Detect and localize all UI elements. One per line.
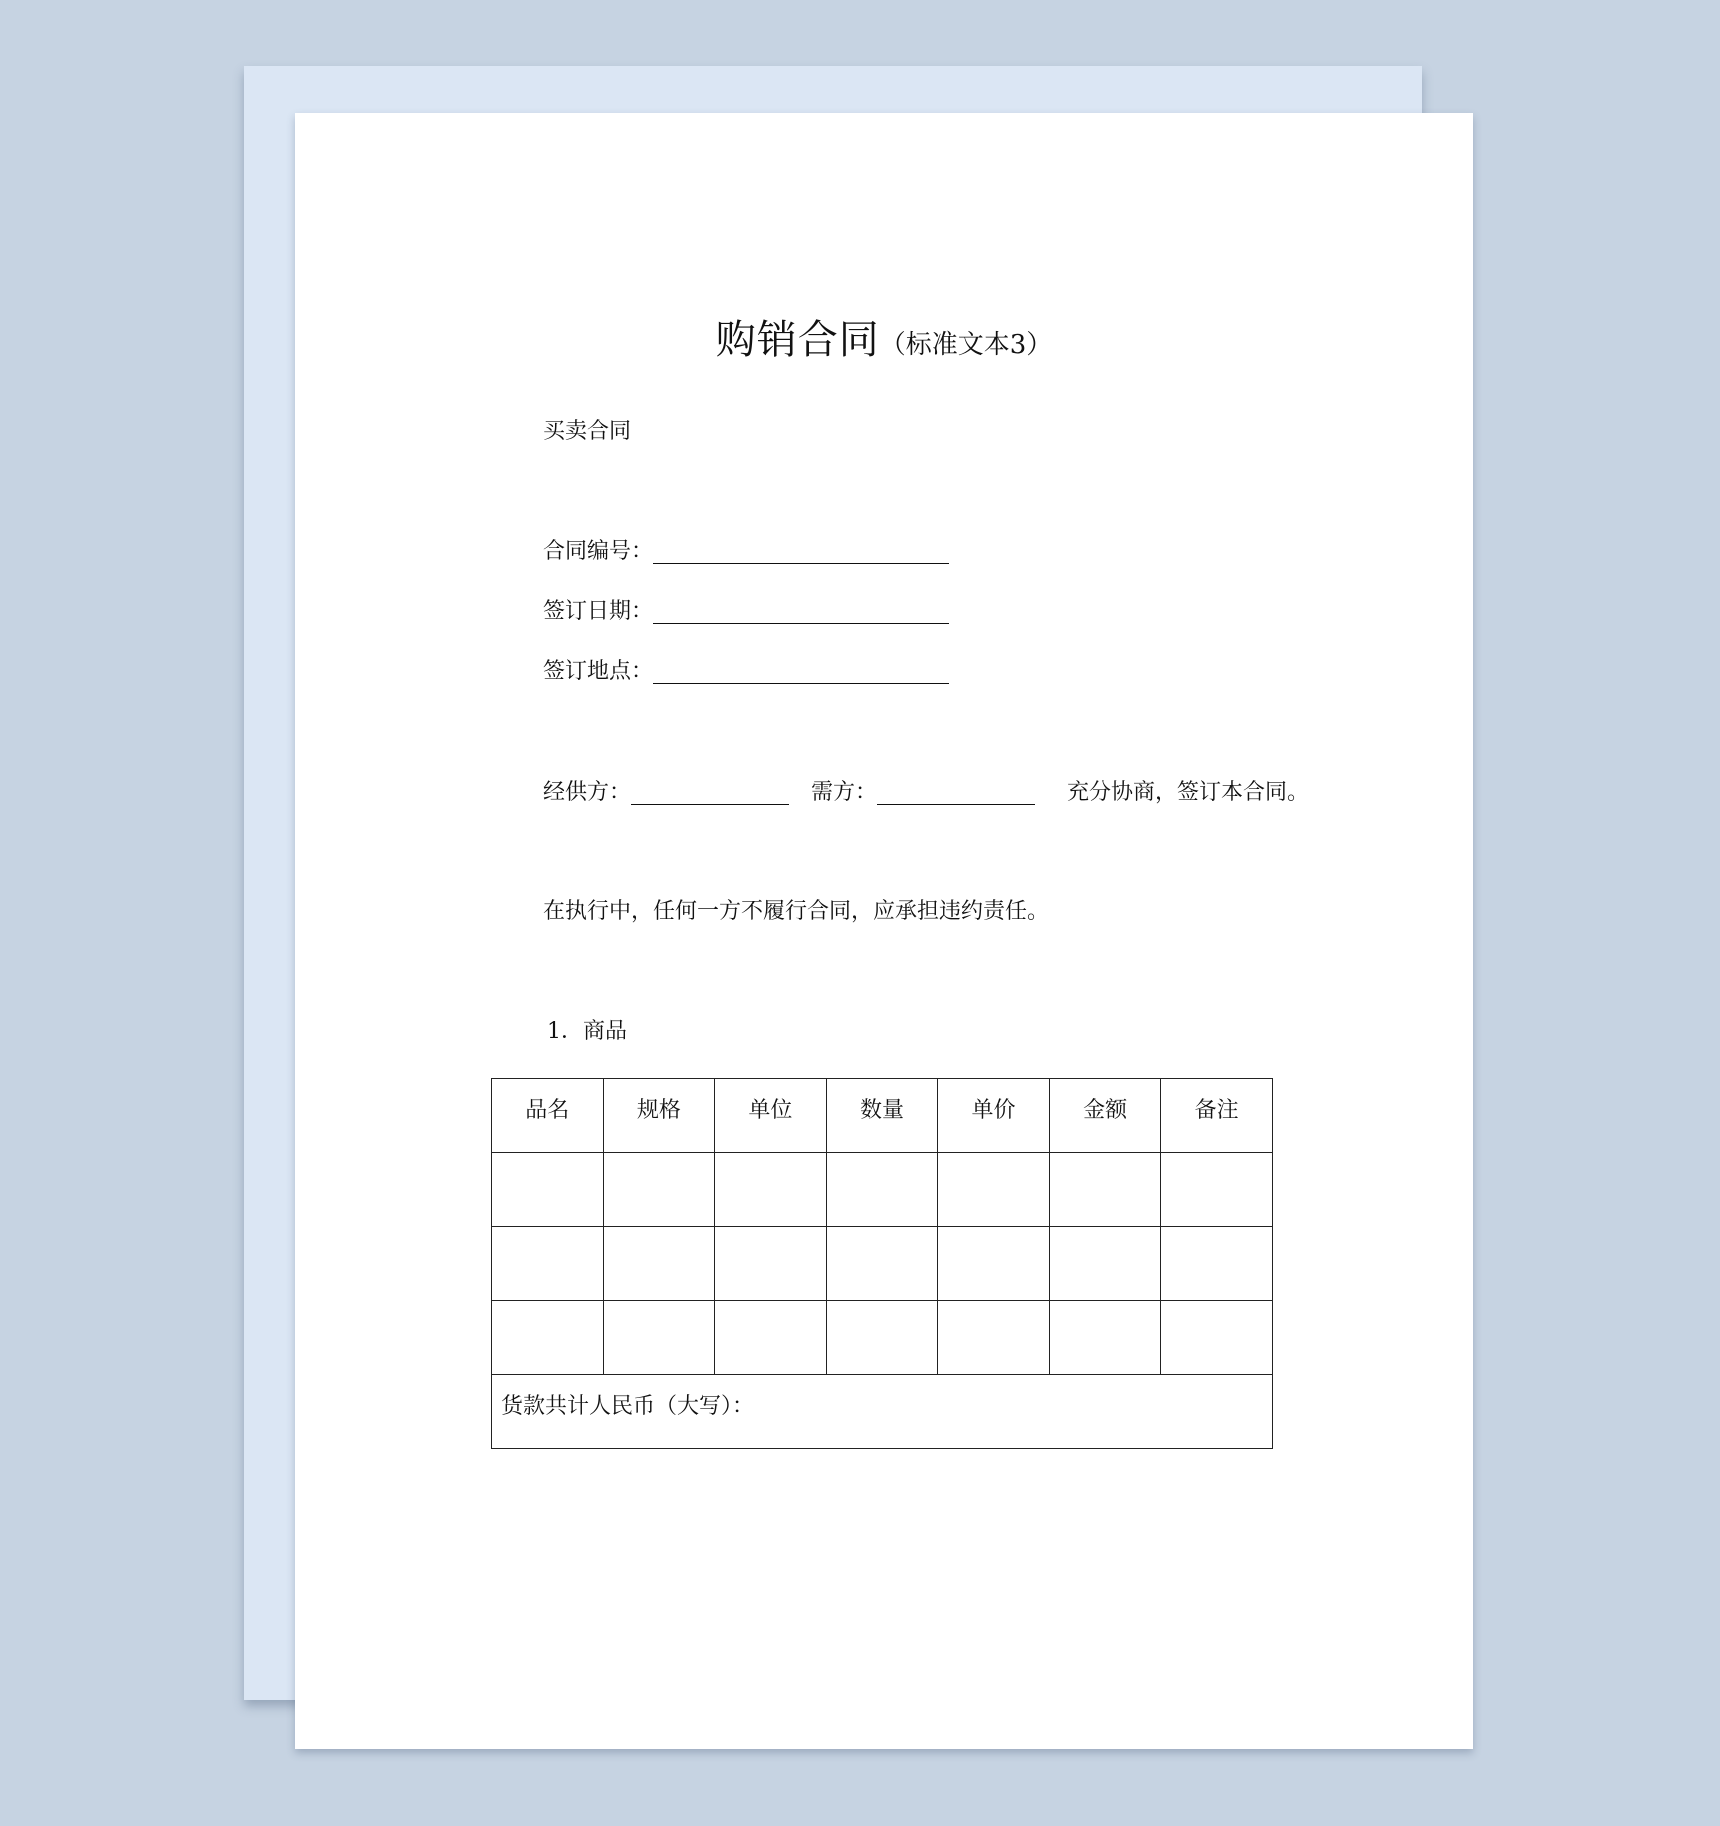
buyer-label: 需方： bbox=[811, 780, 878, 805]
table-total-row bbox=[492, 1375, 1273, 1449]
table-cell[interactable] bbox=[492, 1153, 604, 1227]
header-quantity: 数量 bbox=[826, 1079, 938, 1153]
document-page bbox=[295, 113, 1473, 1749]
table-cell[interactable] bbox=[1161, 1153, 1273, 1227]
field-label: 签订日期： bbox=[543, 599, 654, 624]
supplier-blank[interactable] bbox=[631, 782, 789, 805]
document-title-row bbox=[295, 308, 1473, 365]
table-cell[interactable] bbox=[715, 1227, 827, 1301]
table-cell[interactable] bbox=[603, 1153, 715, 1227]
table-cell[interactable] bbox=[1161, 1227, 1273, 1301]
table-cell[interactable] bbox=[603, 1301, 715, 1375]
header-remarks: 备注 bbox=[1161, 1079, 1273, 1153]
field-sign-place bbox=[543, 657, 949, 687]
table-row bbox=[492, 1227, 1273, 1301]
header-spec: 规格 bbox=[603, 1079, 715, 1153]
liability-clause: 在执行中，任何一方不履行合同，应承担违约责任。 bbox=[543, 899, 1050, 924]
header-product-name: 品名 bbox=[492, 1079, 604, 1153]
parties-suffix: 充分协商，签订本合同。 bbox=[1067, 780, 1310, 805]
total-amount-cell[interactable]: 货款共计人民币（大写）： bbox=[492, 1375, 1273, 1449]
header-unit-price: 单价 bbox=[938, 1079, 1050, 1153]
table-cell[interactable] bbox=[826, 1227, 938, 1301]
parties-line bbox=[543, 778, 1309, 808]
table-cell[interactable] bbox=[1049, 1153, 1161, 1227]
table-cell[interactable] bbox=[492, 1301, 604, 1375]
header-amount: 金额 bbox=[1049, 1079, 1161, 1153]
document-heading: 买卖合同 bbox=[543, 419, 632, 444]
table-cell[interactable] bbox=[715, 1301, 827, 1375]
sign-date-blank[interactable] bbox=[653, 601, 949, 624]
section-title-goods: 1．商品 bbox=[547, 1019, 627, 1044]
field-sign-date bbox=[543, 597, 949, 627]
supplier-label: 经供方： bbox=[543, 780, 632, 805]
buyer-blank[interactable] bbox=[877, 782, 1035, 805]
document-title: 购销合同 bbox=[715, 317, 880, 363]
table-row bbox=[492, 1301, 1273, 1375]
table-cell[interactable] bbox=[826, 1153, 938, 1227]
table-header-row bbox=[492, 1079, 1273, 1153]
field-label: 合同编号： bbox=[543, 539, 654, 564]
table-cell[interactable] bbox=[1049, 1301, 1161, 1375]
table-cell[interactable] bbox=[603, 1227, 715, 1301]
table-cell[interactable] bbox=[826, 1301, 938, 1375]
table-cell[interactable] bbox=[492, 1227, 604, 1301]
table-cell[interactable] bbox=[715, 1153, 827, 1227]
document-subtitle: （标准文本3） bbox=[879, 330, 1053, 360]
field-label: 签订地点： bbox=[543, 659, 654, 684]
table-cell[interactable] bbox=[938, 1301, 1050, 1375]
table-cell[interactable] bbox=[938, 1153, 1050, 1227]
table-cell[interactable] bbox=[938, 1227, 1050, 1301]
table-cell[interactable] bbox=[1049, 1227, 1161, 1301]
table-cell[interactable] bbox=[1161, 1301, 1273, 1375]
sign-place-blank[interactable] bbox=[653, 661, 949, 684]
goods-table bbox=[491, 1078, 1273, 1449]
table-row bbox=[492, 1153, 1273, 1227]
contract-number-blank[interactable] bbox=[653, 541, 949, 564]
field-contract-number bbox=[543, 537, 949, 567]
header-unit: 单位 bbox=[715, 1079, 827, 1153]
